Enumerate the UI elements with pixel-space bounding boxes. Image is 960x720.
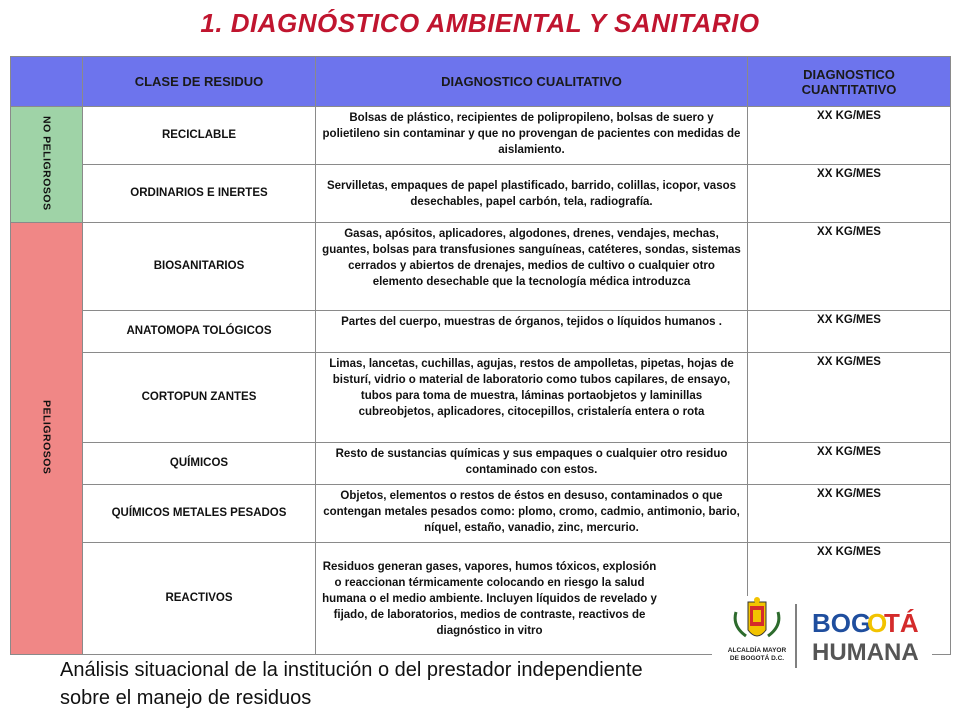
clase-cell: ANATOMOPA TOLÓGICOS — [83, 311, 316, 353]
svg-text:TÁ: TÁ — [884, 608, 919, 638]
clase-cell: QUÍMICOS — [83, 443, 316, 485]
cuantitativo-cell: XX KG/MES — [748, 485, 951, 543]
cuantitativo-cell: XX KG/MES — [748, 223, 951, 311]
bogota-humana-logo — [712, 596, 932, 676]
cuantitativo-cell: XX KG/MES — [748, 543, 951, 655]
svg-text:O: O — [867, 608, 888, 638]
cualitativo-cell: Gasas, apósitos, aplicadores, algodones, drenes, vendajes, mechas, guantes, bolsas para transfusiones sanguíneas, catéteres, sondas, sistemas cerrados y abiertos de drenajes, medios de cultivo o cualquier otro elemento desechable que la tecnología médica introduzca — [316, 223, 748, 311]
clase-cell: BIOSANITARIOS — [83, 223, 316, 311]
table-row — [11, 443, 951, 485]
header-cualitativo: DIAGNOSTICO CUALITATIVO — [316, 57, 748, 107]
table-row — [11, 311, 951, 353]
table-row — [11, 223, 951, 311]
svg-text:ALCALDÍA MAYOR: ALCALDÍA MAYOR — [727, 647, 787, 654]
cuantitativo-cell: XX KG/MES — [748, 353, 951, 443]
cualitativo-cell: Objetos, elementos o restos de éstos en desuso, contaminados o que contengan metales pesados como: plomo, cromo, cadmio, antimonio, bario, níquel, estaño, vanadio, zinc, mercurio. — [316, 485, 748, 543]
clase-cell: ORDINARIOS E INERTES — [83, 165, 316, 223]
cualitativo-cell: Servilletas, empaques de papel plastificado, barrido, colillas, icopor, vasos desechables, papel carbón, tela, radiografía. — [316, 165, 748, 223]
svg-text:DE BOGOTÁ D.C.: DE BOGOTÁ D.C. — [729, 655, 785, 662]
clase-cell: CORTOPUN ZANTES — [83, 353, 316, 443]
clase-cell: RECICLABLE — [83, 107, 316, 165]
cuantitativo-cell: XX KG/MES — [748, 165, 951, 223]
category-label: PELIGROSOS — [40, 399, 53, 475]
clase-cell: QUÍMICOS METALES PESADOS — [83, 485, 316, 543]
table-row — [11, 485, 951, 543]
header-clase: CLASE DE RESIDUO — [83, 57, 316, 107]
category-no-peligrosos — [11, 107, 83, 223]
category-peligrosos — [11, 223, 83, 655]
header-blank — [11, 57, 83, 107]
cualitativo-cell: Residuos generan gases, vapores, humos tóxicos, explosión o reaccionan térmicamente colocando en riesgo la salud humana o el medio ambiente. Incluyen líquidos de revelado y fijado, de laboratorios, medios de contraste, reactivos de diagnóstico in vitro — [316, 543, 748, 655]
category-label: NO PELIGROSOS — [40, 115, 53, 211]
cualitativo-cell: Resto de sustancias químicas y sus empaques o cualquier otro residuo contaminado con estos. — [316, 443, 748, 485]
table-row — [11, 165, 951, 223]
slide-caption: Análisis situacional de la institución o del prestador independiente sobre el manejo de residuos — [60, 659, 643, 709]
cuantitativo-cell: XX KG/MES — [748, 107, 951, 165]
header-cuantitativo: DIAGNOSTICO CUANTITATIVO — [748, 57, 951, 107]
table-header-row — [11, 57, 951, 107]
cuantitativo-cell: XX KG/MES — [748, 443, 951, 485]
coat-of-arms-icon — [735, 597, 779, 636]
cualitativo-cell: Bolsas de plástico, recipientes de polipropileno, bolsas de suero y polietileno sin contaminar y que no provengan de pacientes con medidas de aislamiento. — [316, 107, 748, 165]
logo-graphic — [712, 596, 932, 676]
table-row — [11, 353, 951, 443]
svg-text:HUMANA: HUMANA — [812, 639, 919, 666]
page-title: 1. DIAGNÓSTICO AMBIENTAL Y SANITARIO — [200, 8, 760, 38]
table-row — [11, 107, 951, 165]
residue-diagnosis-table — [10, 56, 951, 655]
bogota-humana-wordmark — [812, 608, 919, 666]
svg-text:BOG: BOG — [812, 608, 872, 638]
cualitativo-cell: Partes del cuerpo, muestras de órganos, tejidos o líquidos humanos . — [316, 311, 748, 353]
cualitativo-cell: Limas, lancetas, cuchillas, agujas, restos de ampolletas, pipetas, hojas de bisturí, vidrio o material de laboratorio como tubos capilares, de ensayo, tubos para toma de muestra, láminas portaobjetos y laminillas cubreobjetos, aplicadores, citocepillos, cristalería entera o rota — [316, 353, 748, 443]
cuantitativo-cell: XX KG/MES — [748, 311, 951, 353]
clase-cell: REACTIVOS — [83, 543, 316, 655]
